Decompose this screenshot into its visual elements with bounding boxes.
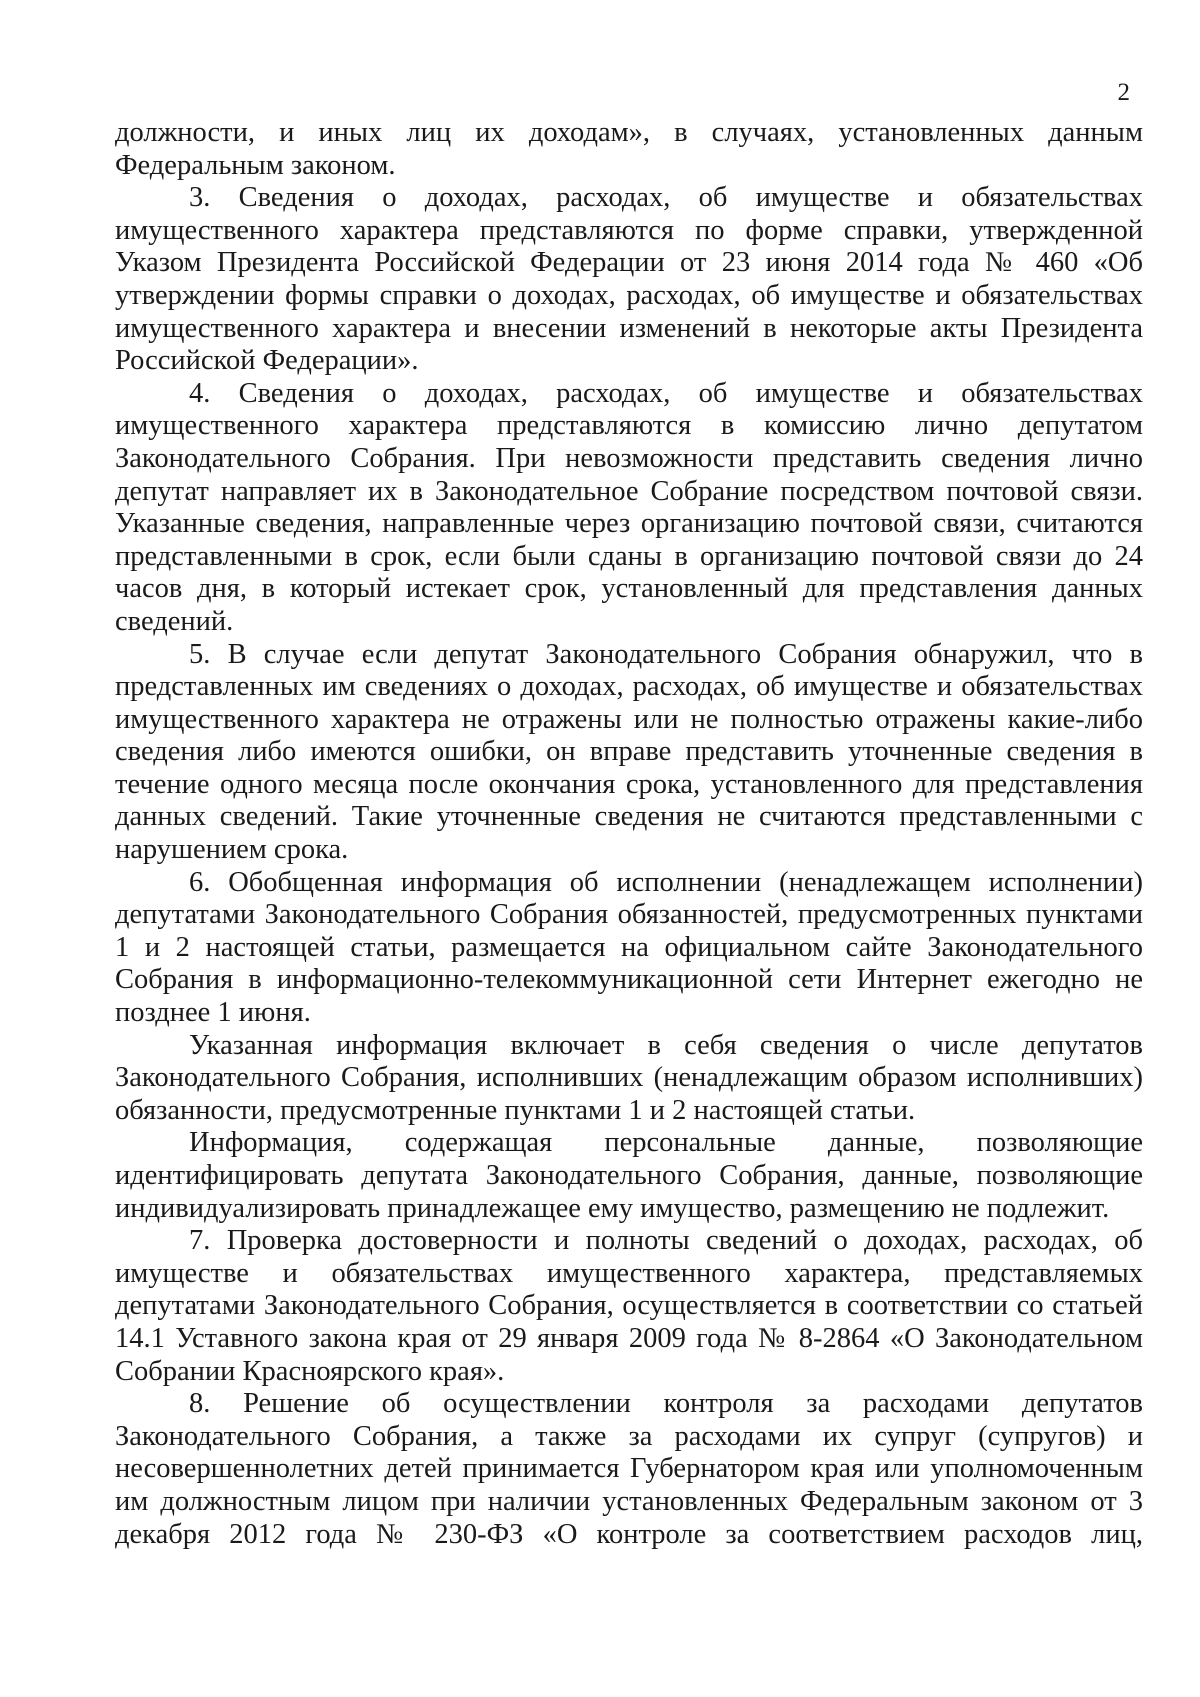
paragraph-item-6-info-content: Указанная информация включает в себя сведения о числе депутатов Законодательного Собрания, исполнивших (ненадлежащим образом исполнивших) обязанности, предусмотренные пунктами 1 и 2 настоящей статьи. <box>115 1029 1143 1126</box>
paragraph-continuation: должности, и иных лиц их доходам», в случаях, установленных данным Федеральным законом. <box>115 117 1143 181</box>
paragraph-item-3: 3. Сведения о доходах, расходах, об имуществе и обязательствах имущественного характера представляются по форме справки, утвержденной Указом Президента Российской Федерации от 23 июня 2014 года № 460 «Об утверждении формы справки о доходах, расходах, об имуществе и обязательствах имущественного характера и внесении изменений в некоторые акты Президента Российской Федерации». <box>115 182 1143 377</box>
paragraph-item-4: 4. Сведения о доходах, расходах, об имуществе и обязательствах имущественного характера представляются в комиссию лично депутатом Законодательного Собрания. При невозможности представить сведения лично депутат направляет их в Законодательное Собрание посредством почтовой связи. Указанные сведения, направленные через организацию почтовой связи, считаются представленными в срок, если были сданы в организацию почтовой связи до 24 часов дня, в который истекает срок, установленный для представления данных сведений. <box>115 377 1143 637</box>
page-number: 2 <box>1117 79 1130 106</box>
paragraph-item-7: 7. Проверка достоверности и полноты сведений о доходах, расходах, об имуществе и обязательствах имущественного характера, представляемых депутатами Законодательного Собрания, осуществляется в соответствии со статьей 14.1 Уставного закона края от 29 января 2009 года № 8-2864 «О Законодательном Собрании Красноярского края». <box>115 1225 1143 1387</box>
paragraph-item-5: 5. В случае если депутат Законодательного Собрания обнаружил, что в представленных им сведениях о доходах, расходах, об имуществе и обязательствах имущественного характера не отражены или не полностью отражены какие-либо сведения либо имеются ошибки, он вправе представить уточненные сведения в течение одного месяца после окончания срока, установленного для представления данных сведений. Такие уточненные сведения не считаются представленными с нарушением срока. <box>115 638 1143 866</box>
paragraph-item-8: 8. Решение об осуществлении контроля за расходами депутатов Законодательного Собрания, а также за расходами их супруг (супругов) и несовершеннолетних детей принимается Губернатором края или уполномоченным им должностным лицом при наличии установленных Федеральным законом от 3 декабря 2012 года № 230-ФЗ «О контроле за соответствием расходов лиц, <box>115 1388 1143 1550</box>
paragraph-item-6: 6. Обобщенная информация об исполнении (ненадлежащем исполнении) депутатами Законодательного Собрания обязанностей, предусмотренных пунктами 1 и 2 настоящей статьи, размещается на официальном сайте Законодательного Собрания в информационно-телекоммуникационной сети Интернет ежегодно не позднее 1 июня. <box>115 866 1143 1029</box>
paragraph-item-6-personal-data: Информация, содержащая персональные данные, позволяющие идентифицировать депутата Законодательного Собрания, данные, позволяющие индивидуализировать принадлежащее ему имущество, размещению не подлежит. <box>115 1127 1143 1224</box>
document-body <box>115 117 1143 1551</box>
